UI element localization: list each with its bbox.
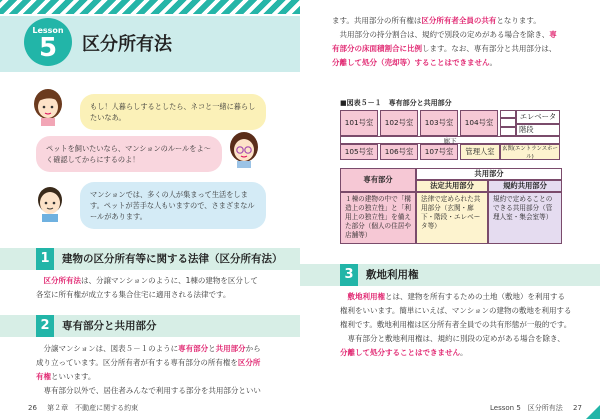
right-intro-text: ます。共用部分の所有権は区分所有者全員の共有となります。 共用部分の持分割合は、規約で別段の定めがある場合を除き、専 有部分の床面積割合に比例します。なお、専有部分と共用部分は、 分離して処分（売却等）することはできません。	[332, 16, 557, 67]
speech-bubble-1: もし！人暮らしするとしたら、ネコと一緒に暮らしたいなあ。	[80, 94, 266, 130]
speech-bubble-3: マンションでは、多くの人が集まって生活をします。ペットが苦手な人もいますので、さまざまなルールがあります。	[80, 182, 266, 229]
header-statutory: 法定共用部分	[416, 180, 488, 192]
room-103: 103号室	[420, 110, 458, 136]
section-3-title: 敷地利用権	[366, 269, 419, 281]
entrance-hall: 玄関(エントランスホール)	[500, 144, 560, 160]
chapter-label: 第２章 不動産に関する約束	[47, 404, 139, 412]
stairs-step-1	[500, 110, 516, 118]
corner-marker	[586, 405, 600, 419]
section-2-header	[0, 315, 300, 337]
rule-common-description: 規約で定めることのできる共用部分（管理人室・集会室等）	[488, 192, 562, 244]
stairs-step-2	[500, 118, 516, 127]
room-105: 105号室	[340, 144, 378, 160]
section-2-text: 分譲マンションは、図表５－１のように専有部分と共用部分から 成り立っています。区分所有者が有する専有部分の所有権を区分所 有権といいます。 専有部分以外で、居住者みんなで利用する部分を共用部分といい	[36, 344, 261, 395]
page-title: 区分所有法	[82, 34, 172, 55]
right-page-number: 27	[573, 404, 582, 412]
section-3-text: 敷地利用権とは、建物を所有するための土地（敷地）を利用する 権利をいいます。簡単にいえば、マンションの建物の敷地を利用する 権利です。敷地利用権は区分所有者全員での共有形態が一般的です。 専有部分と敷地利用権は、規約に別段の定めがある場合を除き、 分離して処分することはできません。	[340, 292, 572, 357]
header-rule-common: 規約共用部分	[488, 180, 562, 192]
woman-avatar-icon	[32, 88, 64, 126]
section-3-header	[300, 264, 600, 286]
section-2-number: 2	[36, 315, 54, 337]
section-1-text: 区分所有法は、分譲マンションのように、1棟の建物を区分して 各室に所有権が成立する集合住宅に適用される法律です。	[36, 276, 258, 299]
lesson-badge	[24, 18, 72, 66]
header-exclusive: 専有部分	[340, 168, 416, 192]
room-104: 104号室	[460, 110, 498, 136]
section-1-number: 1	[36, 248, 54, 270]
stairs-step-3	[500, 127, 516, 136]
corridor: 廊下	[340, 136, 560, 144]
statutory-description: 法律で定められた共用部分（玄関・廊下・階段・エレベータ等）	[416, 192, 488, 244]
striped-header-band	[0, 0, 300, 14]
exclusive-description: １棟の建物の中で「構造上の独立性」と「利用上の独立性」を備えた部分（個人の住居や店舗等）	[340, 192, 416, 244]
header-common: 共用部分	[416, 168, 562, 180]
left-page-number: 26	[28, 404, 37, 412]
lesson-word: Lesson	[32, 26, 64, 35]
manager-room: 管理人室	[460, 144, 500, 160]
man-avatar-icon	[34, 184, 66, 222]
section-1-header	[0, 248, 300, 270]
room-102: 102号室	[380, 110, 418, 136]
glasses-woman-avatar-icon	[228, 130, 260, 168]
left-footer	[28, 403, 138, 413]
section-3-number: 3	[340, 264, 358, 286]
stairs-box: 階段	[516, 124, 560, 136]
section-2-title: 専有部分と共用部分	[62, 320, 157, 332]
figure-title: ■図表５－１ 専有部分と共用部分	[340, 99, 452, 107]
elevator-box: エレベータ	[516, 110, 560, 124]
right-page	[300, 0, 600, 419]
room-106: 106号室	[380, 144, 418, 160]
section-1-title: 建物の区分所有等に関する法律（区分所有法）	[62, 253, 283, 265]
lesson-label: Lesson 5 区分所有法	[490, 404, 563, 412]
lesson-number: 5	[38, 33, 58, 63]
room-107: 107号室	[420, 144, 458, 160]
room-101: 101号室	[340, 110, 378, 136]
right-footer	[490, 403, 582, 413]
term-kubun-shoyu-ho: 区分所有法	[43, 276, 81, 285]
speech-bubble-2: ペットを飼いたいなら、マンションのルールをよ～く確認してからにするのよ！	[36, 136, 222, 172]
